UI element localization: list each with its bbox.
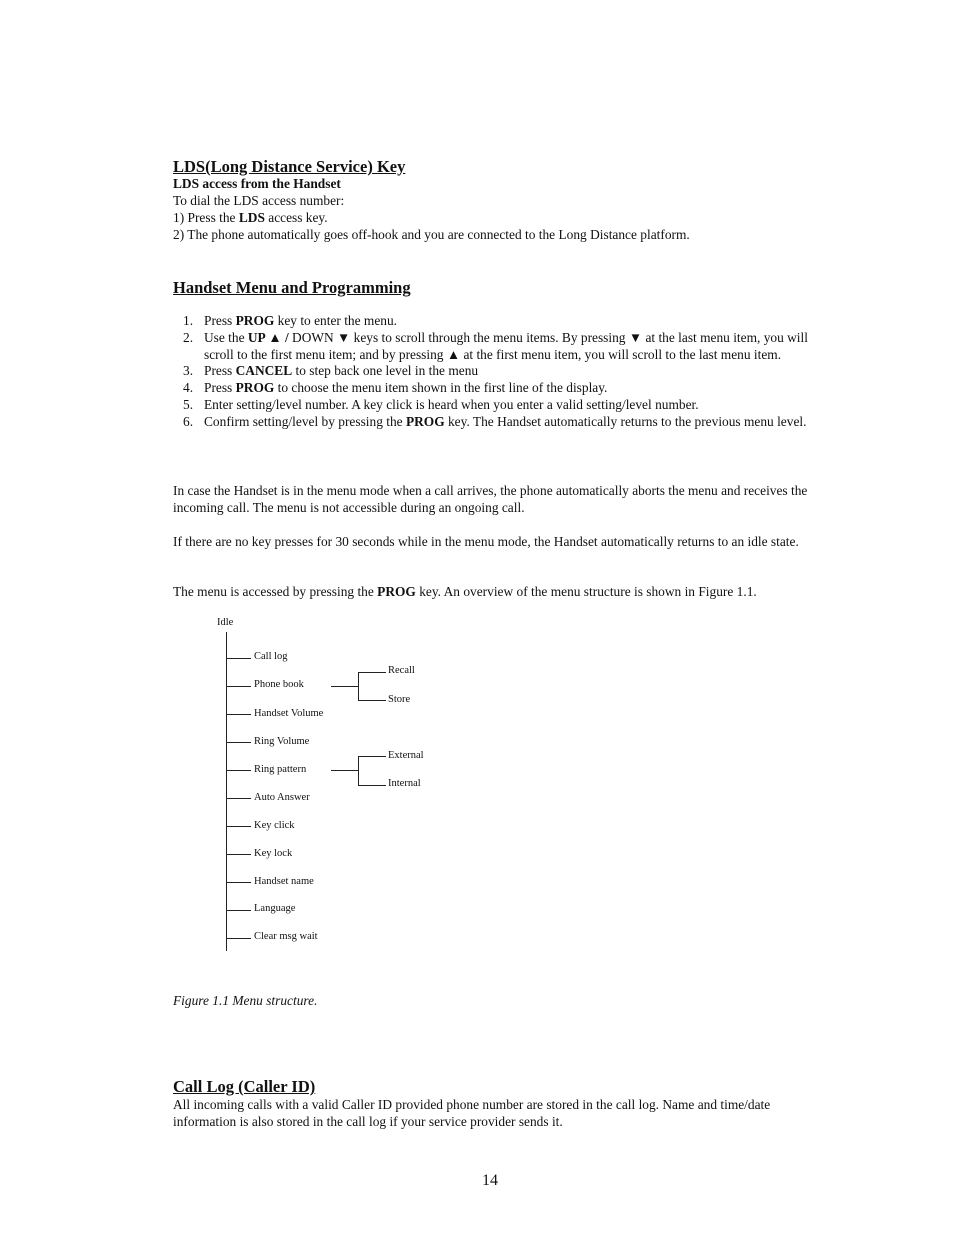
list-text: Enter setting/level number. A key click is heard when you enter a valid setting/level number.: [204, 396, 699, 412]
diagram-item: Ring pattern: [254, 764, 307, 775]
diagram-item: Clear msg wait: [254, 931, 318, 942]
list-text: to choose the menu item shown in the first line of the display.: [274, 380, 608, 396]
diagram-item: Ring Volume: [254, 736, 310, 747]
list-key: PROG: [235, 380, 275, 396]
diagram-subitem: Store: [388, 694, 411, 705]
lds-intro: To dial the LDS access number:: [173, 193, 345, 208]
lds-subheading: LDS access from the Handset: [173, 176, 341, 191]
lds-step-1-pre: 1) Press the: [173, 210, 239, 225]
lds-step-1-post: access key.: [264, 210, 328, 225]
lds-step-2: 2) The phone automatically goes off-hook and you are connected to the Long Distance platform.: [173, 227, 690, 242]
list-text: Press: [204, 380, 236, 396]
page-number: 14: [482, 1172, 498, 1189]
list-number: 6.: [183, 413, 194, 429]
diagram-subitem: Recall: [388, 665, 415, 676]
list-text: Use the: [204, 329, 248, 345]
diagram-item: Auto Answer: [254, 792, 310, 803]
list-text: DOWN ▼ keys to scroll through the menu items. By pressing ▼ at the last menu item, you will scroll to the first menu item; and by pressing ▲ at the first menu item, you will scroll to the last menu item.: [204, 329, 808, 362]
lds-step-1-key: LDS: [238, 210, 265, 225]
list-number: 2.: [183, 329, 194, 345]
list-text: Press: [204, 313, 236, 328]
diagram-item: Language: [254, 903, 296, 914]
list-key: UP ▲ /: [247, 329, 293, 345]
diagram-root-idle: Idle: [217, 617, 234, 628]
list-number: 5.: [183, 396, 194, 412]
diagram-item: Handset name: [254, 876, 314, 887]
menu-paragraph-incoming-call: In case the Handset is in the menu mode when a call arrives, the phone automatically aborts the menu and receives the incoming call. The menu is not accessible during an ongoing call.: [173, 483, 808, 515]
list-number: 4.: [183, 380, 194, 396]
list-key: PROG: [405, 413, 445, 429]
diagram-item: Call log: [254, 651, 288, 662]
diagram-item: Key click: [254, 820, 295, 831]
list-key: PROG: [235, 313, 275, 328]
diagram-subitem: Internal: [388, 778, 421, 789]
list-text: to step back one level in the menu: [292, 363, 479, 379]
diagram-item: Key lock: [254, 848, 293, 859]
overview-key: PROG: [377, 584, 416, 599]
calllog-heading: Call Log (Caller ID): [173, 1077, 316, 1096]
figure-caption: Figure 1.1 Menu structure.: [173, 993, 318, 1008]
list-text: key to enter the menu.: [274, 313, 398, 328]
calllog-paragraph: All incoming calls with a valid Caller ID provided phone number are stored in the call log. Name and time/date information is also stored in the call log if your service provider sends it.: [173, 1097, 771, 1129]
overview-text-pre: The menu is accessed by pressing the: [173, 584, 378, 599]
diagram-item: Handset Volume: [254, 708, 324, 719]
lds-heading: LDS(Long Distance Service) Key: [173, 157, 406, 176]
list-key: CANCEL: [235, 363, 293, 379]
diagram-item: Phone book: [254, 679, 304, 690]
list-number: 3.: [183, 363, 194, 379]
list-text: key. The Handset automatically returns to the previous menu level.: [444, 413, 807, 429]
list-text: Confirm setting/level by pressing the: [204, 413, 406, 429]
overview-text-post: key. An overview of the menu structure is shown in Figure 1.1.: [415, 584, 757, 599]
list-number: 1.: [183, 313, 194, 328]
diagram-subitem: External: [388, 750, 424, 761]
menu-heading: Handset Menu and Programming: [173, 278, 411, 297]
menu-paragraph-timeout: If there are no key presses for 30 seconds while in the menu mode, the Handset automatically returns to an idle state.: [173, 534, 799, 549]
list-text: Press: [204, 363, 236, 379]
